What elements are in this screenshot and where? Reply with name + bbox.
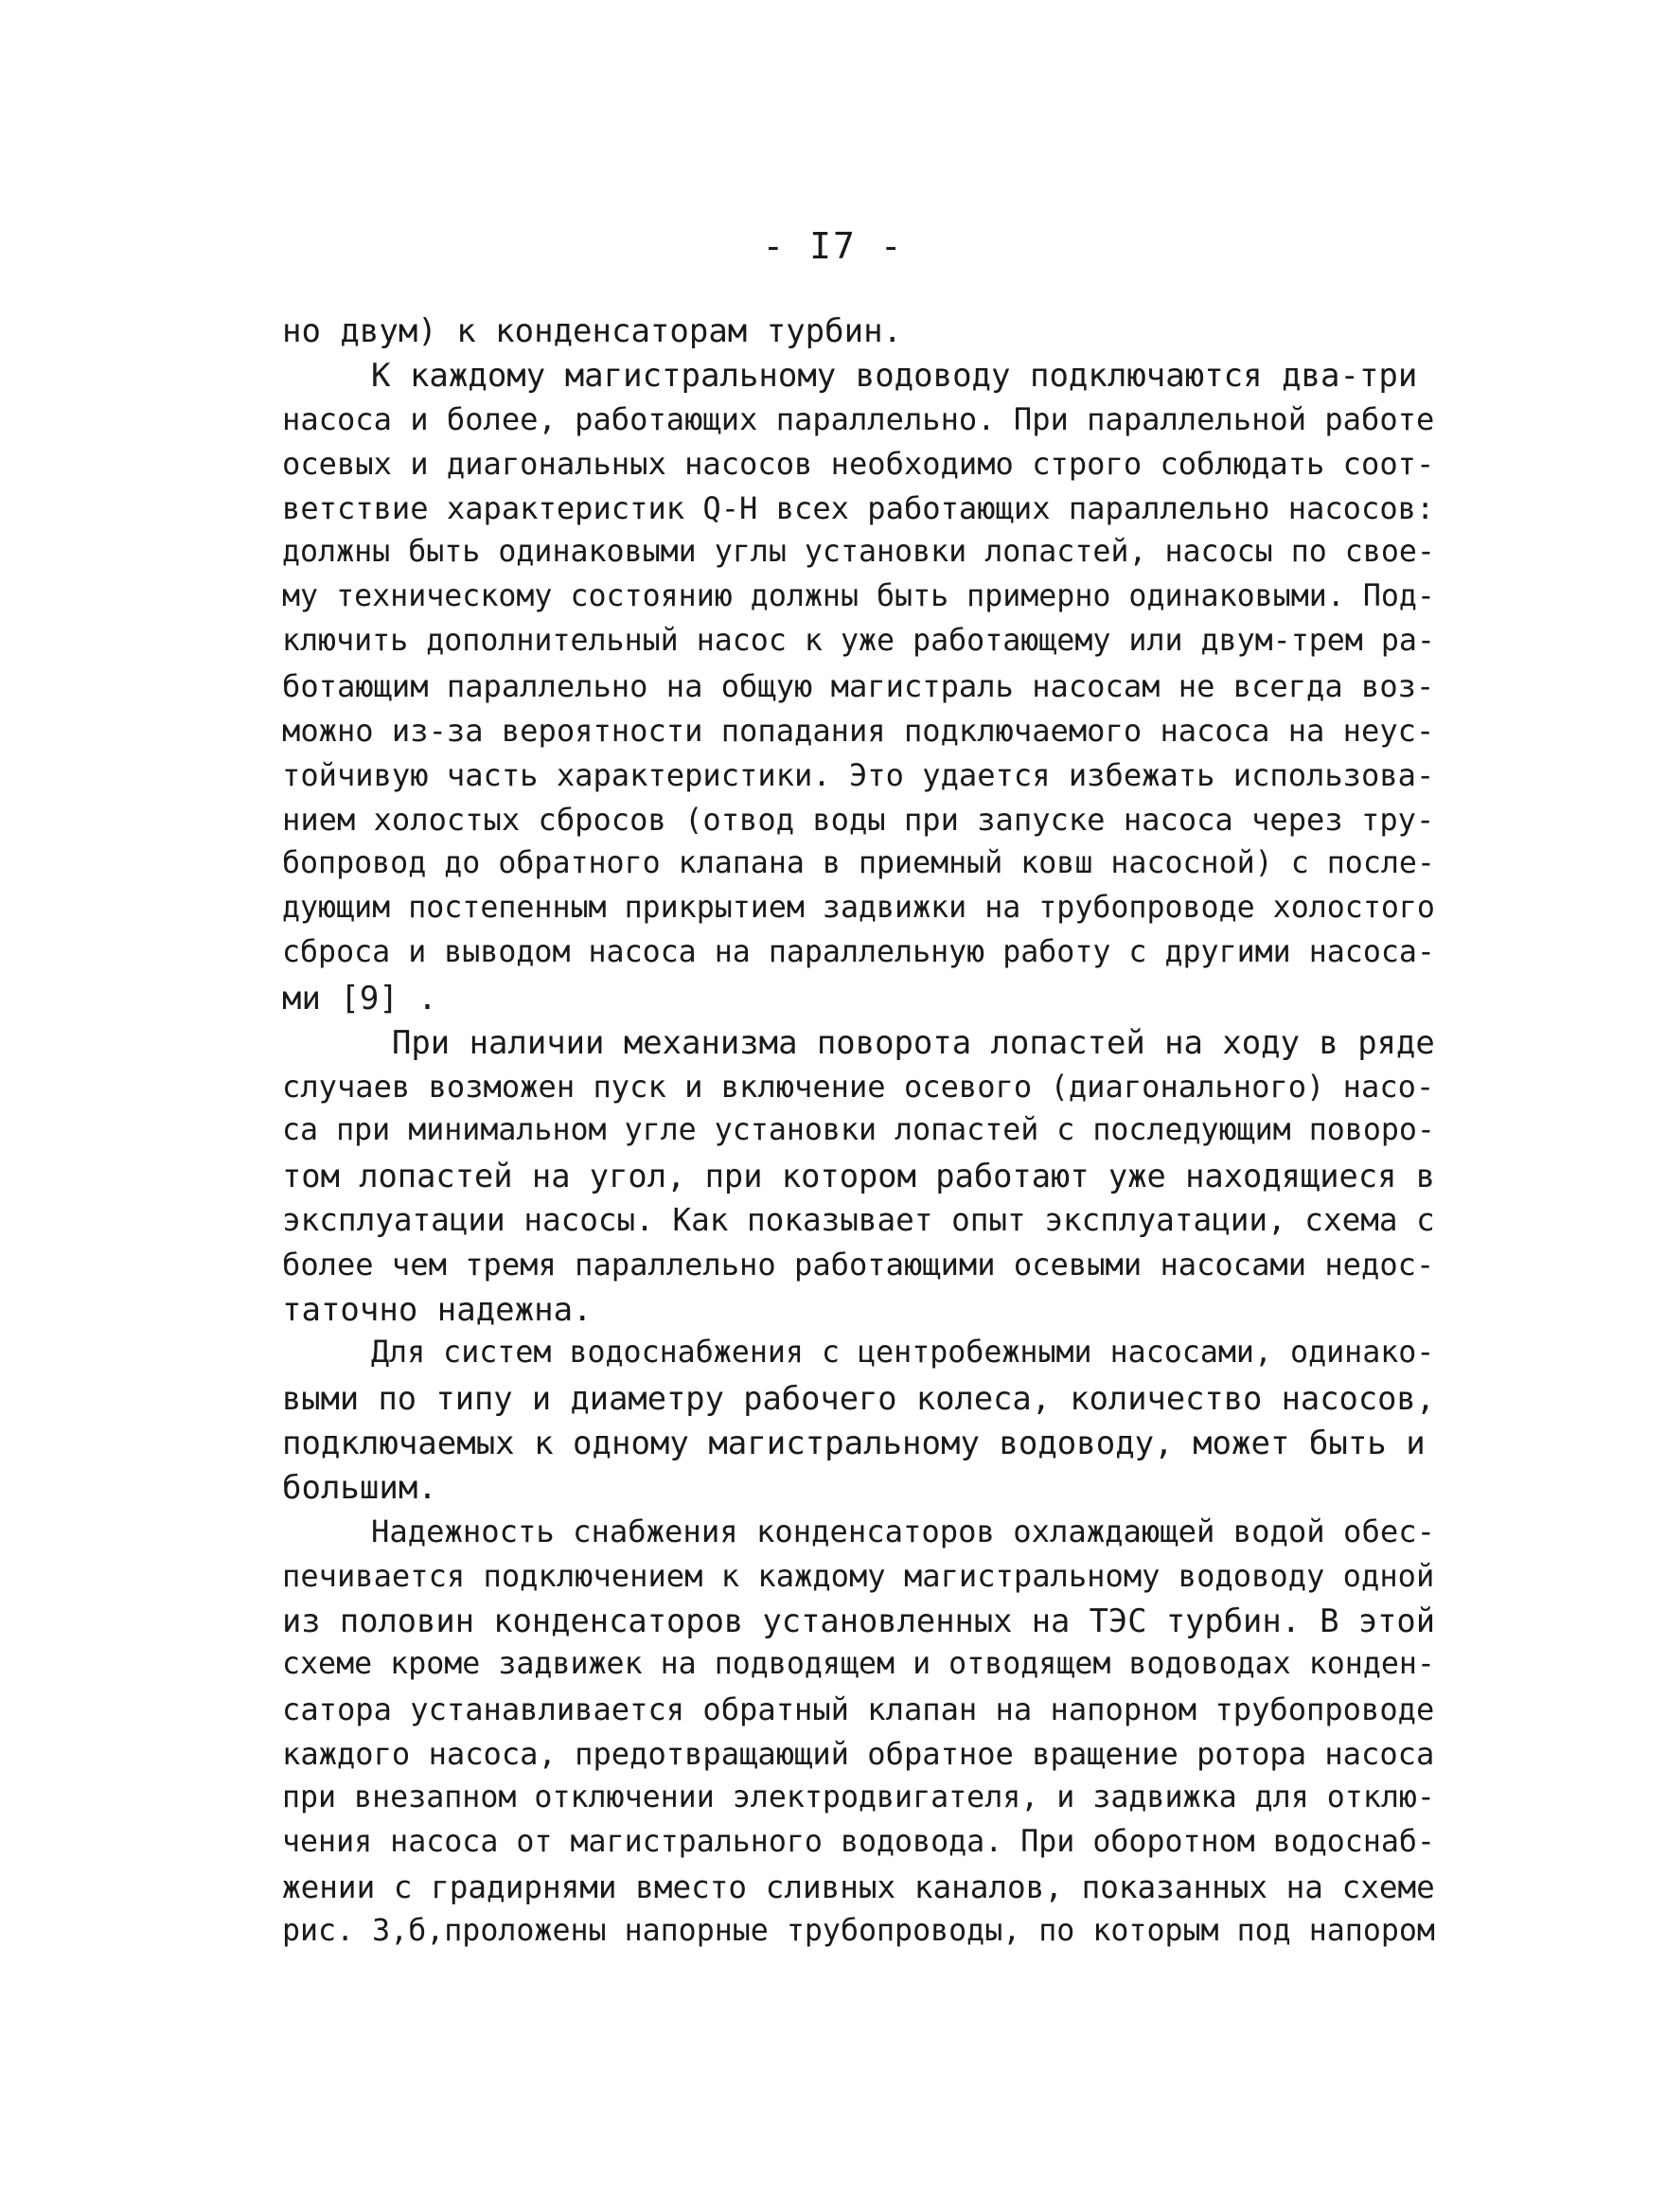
text-line: схеме кроме задвижек на подводящем и отводящем водоводах конден- [282, 1647, 1435, 1681]
paragraph-first-line: Надежность снабжения конденсаторов охлаждающей водой обес- [371, 1513, 1435, 1549]
text-line: дующим постепенным прикрытием задвижки на трубопроводе холостого [282, 891, 1435, 925]
text-line: выми по типу и диаметру рабочего колеса, количество насосов, [282, 1380, 1436, 1417]
text-line: насоса и более, работающих параллельно. При параллельной работе [282, 401, 1435, 437]
text-line: том лопастей на угол, при котором работают уже находящиеся в [282, 1158, 1436, 1194]
text-line: таточно надежна. [282, 1291, 593, 1329]
text-line: можно из-за вероятности попадания подключаемого насоса на неус- [282, 713, 1435, 749]
text-line: осевых и диагональных насосов необходимо строго соблюдать соот- [282, 446, 1435, 482]
text-line: жении с градирнями вместо сливных каналов, показанных на схеме [282, 1869, 1435, 1905]
text-line: каждого насоса, предотвращающий обратное вращение ротора насоса [282, 1736, 1435, 1772]
text-line: чения насоса от магистрального водовода. При оборотном водоснаб- [282, 1825, 1435, 1859]
text-line: нием холостых сбросов (отвод воды при запуске насоса через тру- [282, 802, 1435, 838]
page-number: - I7 - [762, 225, 904, 267]
text-line: ботающим параллельно на общую магистраль насосам не всегда воз- [282, 668, 1435, 704]
text-line: должны быть одинаковыми углы установки лопастей, насосы по свое- [282, 535, 1435, 569]
text-line: са при минимальном угле установки лопастей с последующим поворо- [282, 1113, 1435, 1147]
text-line: более чем тремя параллельно работающими осевыми насосами недос- [282, 1247, 1435, 1283]
text-line: сатора устанавливается обратный клапан на напорном трубопроводе [282, 1691, 1435, 1727]
text-line: но двум) к конденсаторам турбин. [282, 312, 903, 350]
text-line: ми [9] . [282, 980, 437, 1018]
paragraph-first-line: Для систем водоснабжения с центробежными насосами, одинако- [371, 1336, 1435, 1370]
text-line: бопровод до обратного клапана в приемный ковш насосной) с после- [282, 846, 1435, 880]
text-line: эксплуатации насосы. Как показывает опыт эксплуатации, схема с [282, 1202, 1435, 1238]
text-line: большим. [282, 1469, 437, 1507]
paragraph-first-line: При наличии механизма поворота лопастей на ходу в ряде [392, 1024, 1435, 1061]
text-line: подключаемых к одному магистральному водоводу, может быть и [282, 1425, 1426, 1462]
text-line: из половин конденсаторов установленных на ТЭС турбин. В этой [282, 1602, 1436, 1639]
text-line: рис. 3,б,проложены напорные трубопроводы, по которым под напором [282, 1914, 1435, 1948]
text-line: му техническому состоянию должны быть примерно одинаковыми. Под- [282, 579, 1435, 613]
text-line: при внезапном отключении электродвигателя, и задвижка для отклю- [282, 1780, 1435, 1814]
text-line: печивается подключением к каждому магистральному водоводу одной [282, 1558, 1435, 1594]
paragraph-first-line: К каждому магистральному водоводу подключаются два-три [371, 357, 1418, 395]
text-line: ключить дополнительный насос к уже работающему или двум-трем ра- [282, 624, 1435, 658]
text-line: тойчивую часть характеристики. Это удается избежать использова- [282, 757, 1435, 793]
text-line: ветствие характеристик Q-H всех работающих параллельно насосов: [282, 490, 1435, 526]
text-line: случаев возможен пуск и включение осевого (диагонального) насо- [282, 1069, 1435, 1105]
text-line: сброса и выводом насоса на параллельную работу с другими насоса- [282, 935, 1435, 969]
